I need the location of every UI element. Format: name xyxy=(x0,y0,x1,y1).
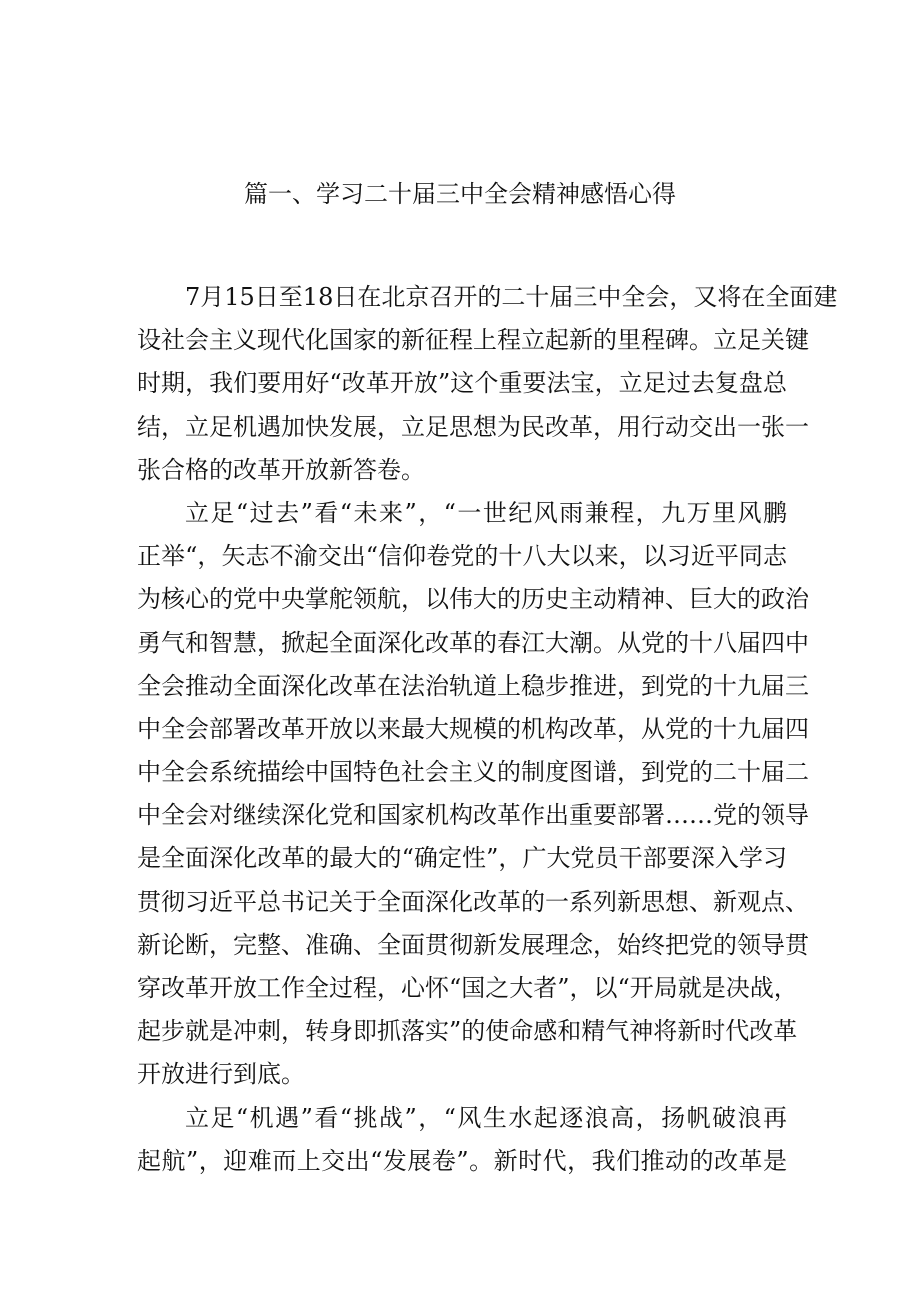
text-line: 是全面深化改革的最大的“确定性”，广大党员干部要深入学习 xyxy=(137,844,787,873)
text-line: 正举“，矢志不渝交出“信仰卷党的十八大以来，以习近平同志 xyxy=(137,542,787,571)
text-line: 中全会部署改革开放以来最大规模的机构改革，从党的十九届四 xyxy=(137,714,809,743)
text-line: 新论断，完整、准确、全面贯彻新发展理念，始终把党的领导贯 xyxy=(137,930,809,959)
text-line: 开放进行到底。 xyxy=(137,1060,305,1089)
text-line: 起步就是冲刺，转身即抓落实”的使命感和精气神将新时代改革 xyxy=(137,1017,798,1046)
text-line: 中全会系统描绘中国特色社会主义的制度图谱，到党的二十届二 xyxy=(137,758,809,787)
document-title: 篇一、学习二十届三中全会精神感悟心得 xyxy=(244,180,676,208)
paragraph-2 xyxy=(137,492,809,1097)
text-line: 贯彻习近平总书记关于全面深化改革的一系列新思想、新观点、 xyxy=(137,887,809,916)
text-line: 全会推动全面深化改革在法治轨道上稳步推进，到党的十九届三 xyxy=(137,671,809,700)
text-line: 勇气和智慧，掀起全面深化改革的春江大潮。从党的十八届四中 xyxy=(137,628,809,657)
document-body xyxy=(137,276,838,1183)
text-line: 立足“机遇”看“挑战”，“风生水起逐浪高，扬帆破浪再 xyxy=(185,1103,787,1132)
text-line: 穿改革开放工作全过程，心怀“国之大者”，以“开局就是决战， xyxy=(137,974,798,1002)
text-line: 结，立足机遇加快发展，立足思想为民改革，用行动交出一张一 xyxy=(137,412,809,441)
paragraph-1 xyxy=(137,276,838,492)
text-line: 7月15日至18日在北京召开的二十届三中全会，又将在全面建 xyxy=(185,283,838,311)
text-line: 设社会主义现代化国家的新征程上程立起新的里程碑。立足关键 xyxy=(137,326,809,355)
text-line: 时期，我们要用好“改革开放”这个重要法宝，立足过去复盘总 xyxy=(137,369,787,398)
text-line: 立足“过去”看“未来”，“一世纪风雨兼程，九万里风鹏 xyxy=(185,498,787,527)
paragraph-3 xyxy=(137,1097,787,1183)
text-line: 张合格的改革开放新答卷。 xyxy=(137,455,425,484)
text-line: 为核心的党中央掌舵领航，以伟大的历史主动精神、巨大的政治 xyxy=(137,585,809,614)
text-line: 起航”，迎难而上交出“发展卷”。新时代，我们推动的改革是 xyxy=(137,1146,787,1175)
text-line: 中全会对继续深化党和国家机构改革作出重要部署……党的领导 xyxy=(137,801,809,830)
